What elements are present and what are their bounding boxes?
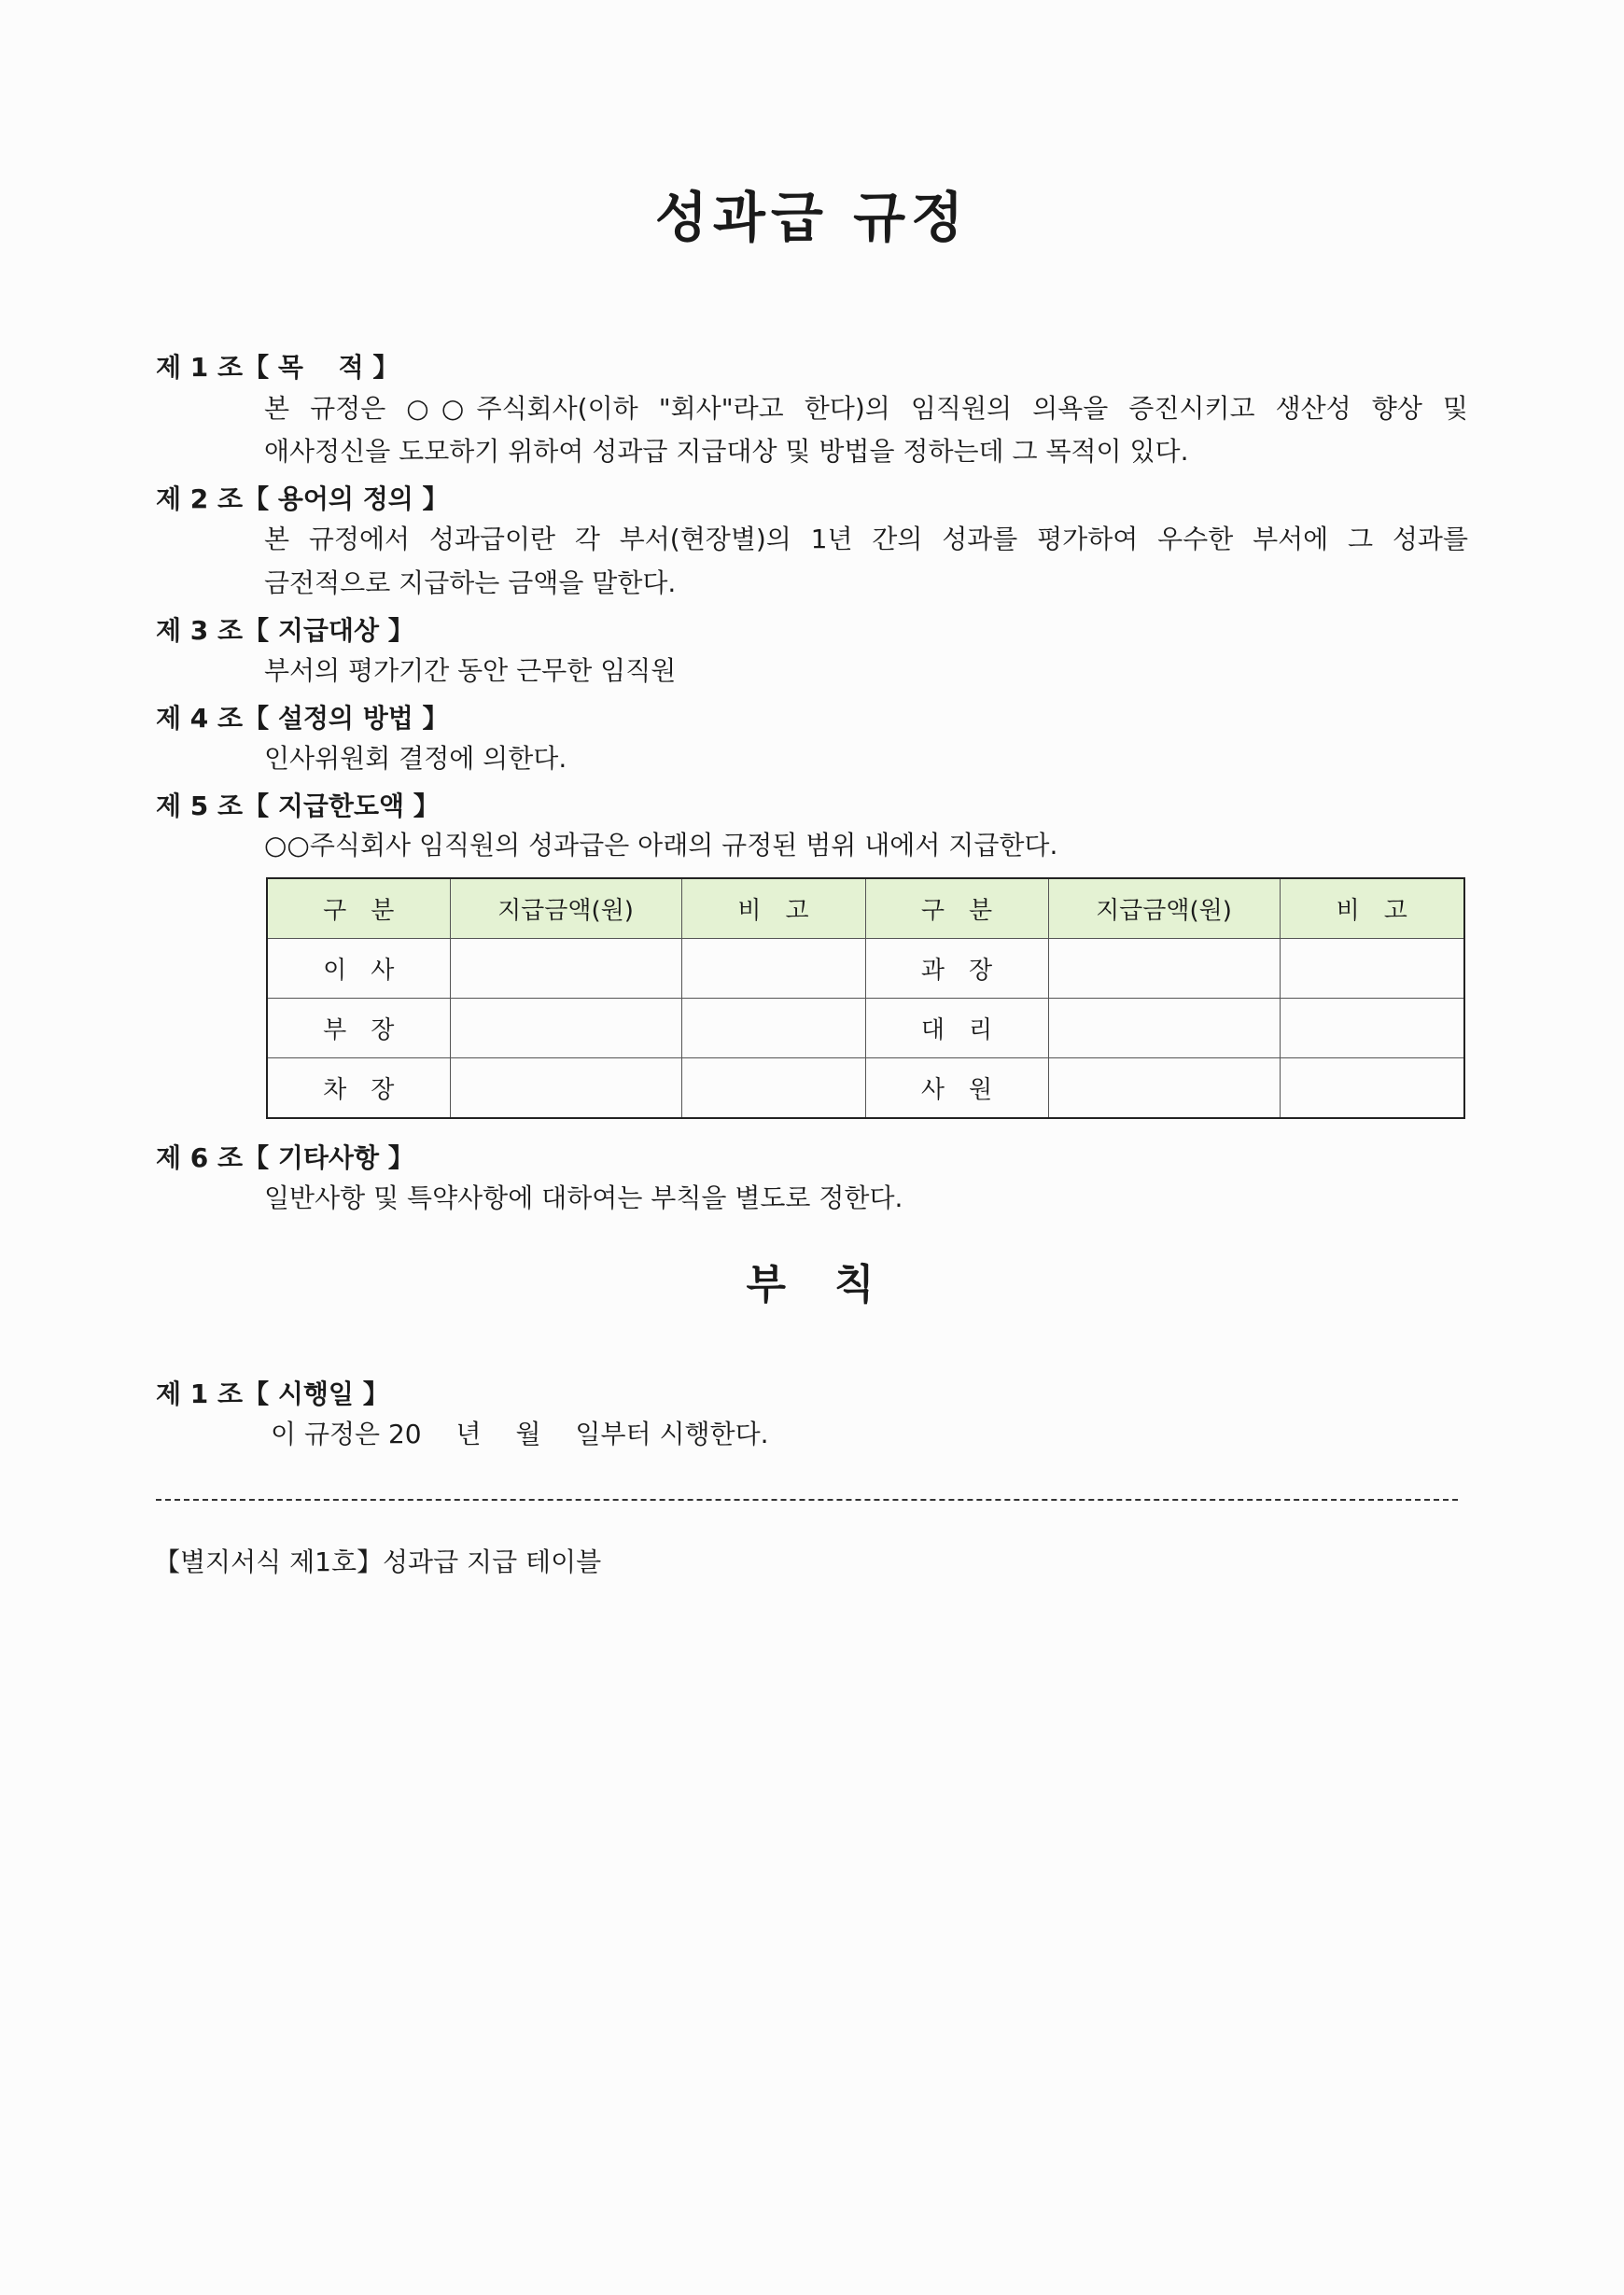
note-cell[interactable] [1280, 939, 1464, 999]
position-cell: 차 장 [267, 1058, 450, 1119]
article-3-line-1: 부서의 평가기간 동안 근무한 임직원 [264, 655, 677, 686]
amount-cell[interactable] [1048, 939, 1280, 999]
dashed-divider [156, 1499, 1458, 1501]
amount-cell[interactable] [450, 939, 681, 999]
appendix-article-1-line: 이 규정은 20 년 월 일부터 시행한다. [271, 1419, 769, 1449]
article-6-line-1: 일반사항 및 특약사항에 대하여는 부칙을 별도로 정한다. [264, 1182, 903, 1213]
article-3-heading: 제 3 조【 지급대상 】 [156, 615, 414, 646]
header-note: 비 고 [1280, 878, 1464, 939]
article-2-line-1: 본 규정에서 성과급이란 각 부서(현장별)의 1년 간의 성과를 평가하여 우수한 부서에 그 성과를 [264, 524, 1468, 554]
amount-cell[interactable] [450, 1058, 681, 1119]
pay-limit-table [266, 877, 1465, 1119]
appendix-article-1-heading: 제 1 조【 시행일 】 [156, 1378, 389, 1409]
table-row [267, 939, 1464, 999]
note-cell[interactable] [1280, 999, 1464, 1058]
header-amount: 지급금액(원) [1048, 878, 1280, 939]
page-title: 성과급 규정 [654, 186, 970, 249]
amount-cell[interactable] [1048, 999, 1280, 1058]
article-1-line-1: 본 규정은 ○○주식회사(이하 "회사"라고 한다)의 임직원의 의욕을 증진시키고 생산성 향상 및 [264, 393, 1468, 424]
article-6-heading: 제 6 조【 기타사항 】 [156, 1142, 414, 1173]
position-cell: 대 리 [865, 999, 1048, 1058]
position-cell: 과 장 [865, 939, 1048, 999]
table-header-row [267, 878, 1464, 939]
position-cell: 이 사 [267, 939, 450, 999]
article-2-heading: 제 2 조【 용어의 정의 】 [156, 483, 449, 514]
header-category: 구 분 [865, 878, 1048, 939]
table-row [267, 999, 1464, 1058]
amount-cell[interactable] [1048, 1058, 1280, 1119]
table-row [267, 1058, 1464, 1119]
article-5-line-1: ○○주식회사 임직원의 성과급은 아래의 규정된 범위 내에서 지급한다. [264, 830, 1058, 861]
article-2-line-2: 금전적으로 지급하는 금액을 말한다. [264, 567, 677, 598]
article-5-heading: 제 5 조【 지급한도액 】 [156, 791, 440, 821]
article-4-line-1: 인사위원회 결정에 의한다. [264, 743, 567, 774]
note-cell[interactable] [1280, 1058, 1464, 1119]
form-label: 【별지서식 제1호】성과급 지급 테이블 [154, 1546, 602, 1577]
header-category: 구 분 [267, 878, 450, 939]
article-1-heading: 제 1 조【 목 적 】 [156, 352, 399, 383]
note-cell[interactable] [681, 999, 865, 1058]
appendix-title: 부 칙 [746, 1261, 878, 1308]
amount-cell[interactable] [450, 999, 681, 1058]
position-cell: 부 장 [267, 999, 450, 1058]
note-cell[interactable] [681, 939, 865, 999]
header-note: 비 고 [681, 878, 865, 939]
article-4-heading: 제 4 조【 설정의 방법 】 [156, 703, 449, 734]
header-amount: 지급금액(원) [450, 878, 681, 939]
note-cell[interactable] [681, 1058, 865, 1119]
article-1-line-2: 애사정신을 도모하기 위하여 성과급 지급대상 및 방법을 정하는데 그 목적이 있다. [264, 436, 1189, 467]
position-cell: 사 원 [865, 1058, 1048, 1119]
